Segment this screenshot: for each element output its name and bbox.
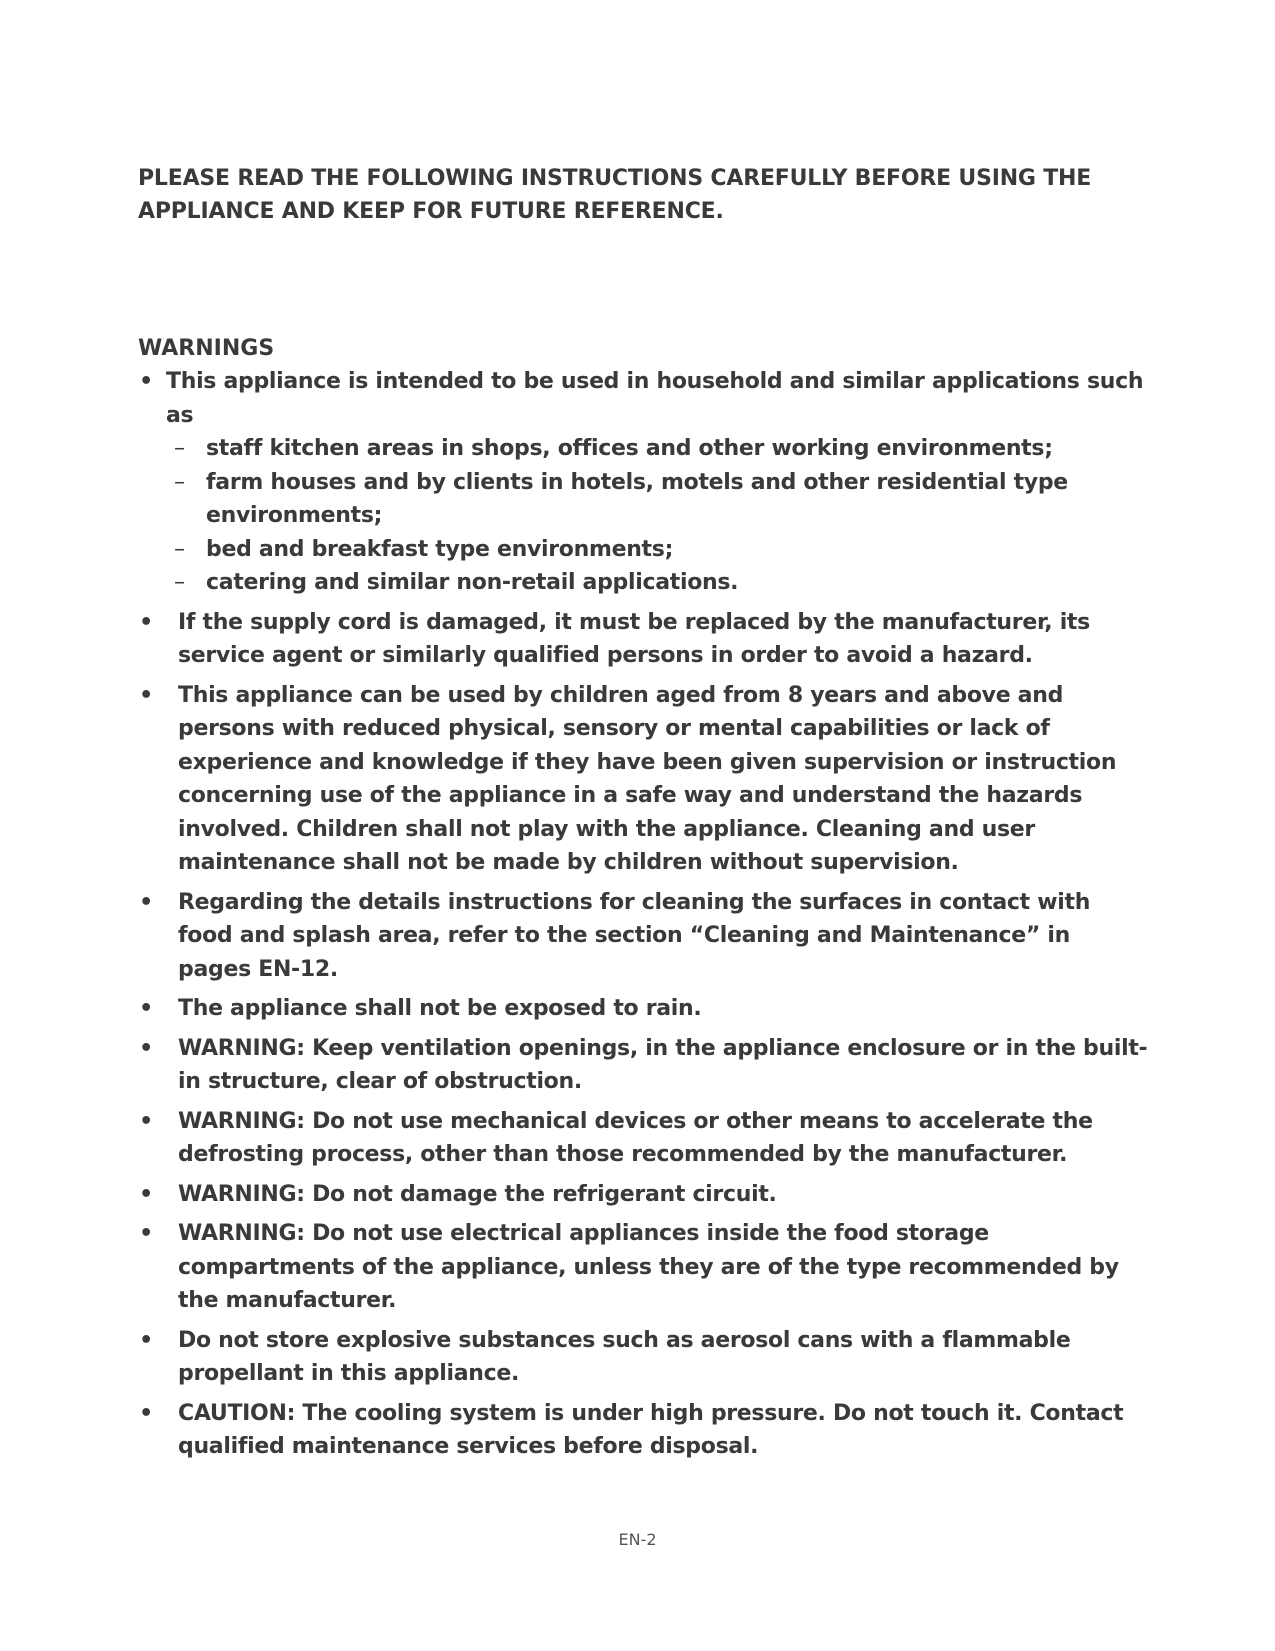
warning-text: WARNING: Do not use electrical appliances inside the food storage compartments of the appliance, unless they are of the type recommended by the manufacturer.	[178, 1221, 1119, 1313]
warning-item	[138, 992, 1148, 1026]
dash-icon: –	[174, 436, 185, 461]
sublist-item	[166, 566, 1148, 600]
warning-text: Regarding the details instructions for cleaning the surfaces in contact with food and splash area, refer to the section “Cleaning and Maintenance” in pages EN-12.	[178, 889, 1091, 982]
sublist-item	[166, 533, 1148, 567]
bullet-icon: •	[139, 1181, 153, 1207]
warning-item	[138, 1397, 1148, 1464]
warning-item	[138, 1032, 1148, 1099]
bullet-icon: •	[139, 996, 153, 1021]
bullet-icon: •	[139, 1035, 153, 1061]
warning-text: WARNING: Do not use mechanical devices or other means to accelerate the defrosting process, other than those recommended by the manufacturer.	[178, 1108, 1093, 1167]
intro-line-2: APPLIANCE AND KEEP FOR FUTURE REFERENCE.	[138, 199, 724, 224]
warning-item	[138, 886, 1148, 987]
warnings-heading: WARNINGS	[138, 336, 275, 361]
bullet-icon: •	[139, 609, 153, 635]
sublist-text: catering and similar non-retail applications.	[206, 570, 739, 595]
bullet-icon: •	[139, 369, 153, 394]
warning-text: If the supply cord is damaged, it must be replaced by the manufacturer, its service agent or similarly qualified persons in order to avoid a hazard.	[178, 609, 1090, 668]
bullet-icon: •	[139, 889, 153, 915]
bullet-icon: •	[139, 1327, 153, 1353]
warning-item	[138, 365, 1148, 600]
sublist-item	[166, 432, 1148, 466]
sublist-text: staff kitchen areas in shops, offices and other working environments;	[206, 436, 1053, 461]
dash-icon: –	[174, 536, 185, 562]
bullet-icon: •	[139, 1400, 153, 1426]
bullet-icon: •	[139, 1108, 153, 1134]
sublist-text: farm houses and by clients in hotels, motels and other residential type environments;	[206, 469, 1068, 528]
bullet-icon: •	[139, 1221, 153, 1246]
dash-icon: –	[174, 570, 185, 595]
intro-notice	[138, 162, 1138, 228]
warning-text: WARNING: Do not damage the refrigerant circuit.	[178, 1181, 777, 1207]
warning-text: The appliance shall not be exposed to rain.	[178, 996, 702, 1021]
warning-item	[138, 1324, 1148, 1391]
warning-item	[138, 1217, 1148, 1318]
page-number: EN-2	[618, 1530, 657, 1549]
warning-text: This appliance can be used by children aged from 8 years and above and persons with reduced physical, sensory or mental capabilities or lack of experience and knowledge if they have been given supervision or instruction concerning use of the appliance in a safe way and understand the hazards involved. Children shall not play with the appliance. Cleaning and user maintenance shall not be made by children without supervision.	[178, 682, 1117, 875]
warnings-list	[138, 365, 1148, 1470]
warning-item	[138, 1105, 1148, 1172]
sublist-text: bed and breakfast type environments;	[206, 536, 674, 562]
warning-text: WARNING: Keep ventilation openings, in the appliance enclosure or in the built-in structure, clear of obstruction.	[178, 1035, 1148, 1094]
bullet-icon: •	[139, 682, 153, 708]
intro-line-1: PLEASE READ THE FOLLOWING INSTRUCTIONS CAREFULLY BEFORE USING THE	[138, 166, 1092, 191]
dash-icon: –	[174, 469, 185, 495]
sublist-item	[166, 466, 1148, 533]
usage-sublist	[166, 432, 1148, 600]
warning-text: This appliance is intended to be used in household and similar applications such as	[166, 369, 1144, 428]
warning-item	[138, 606, 1148, 673]
warning-text: CAUTION: The cooling system is under high pressure. Do not touch it. Contact qualified maintenance services before disposal.	[178, 1400, 1124, 1459]
warning-text: Do not store explosive substances such as aerosol cans with a flammable propellant in this appliance.	[178, 1327, 1071, 1386]
warning-item	[138, 1178, 1148, 1212]
warning-item	[138, 679, 1148, 880]
